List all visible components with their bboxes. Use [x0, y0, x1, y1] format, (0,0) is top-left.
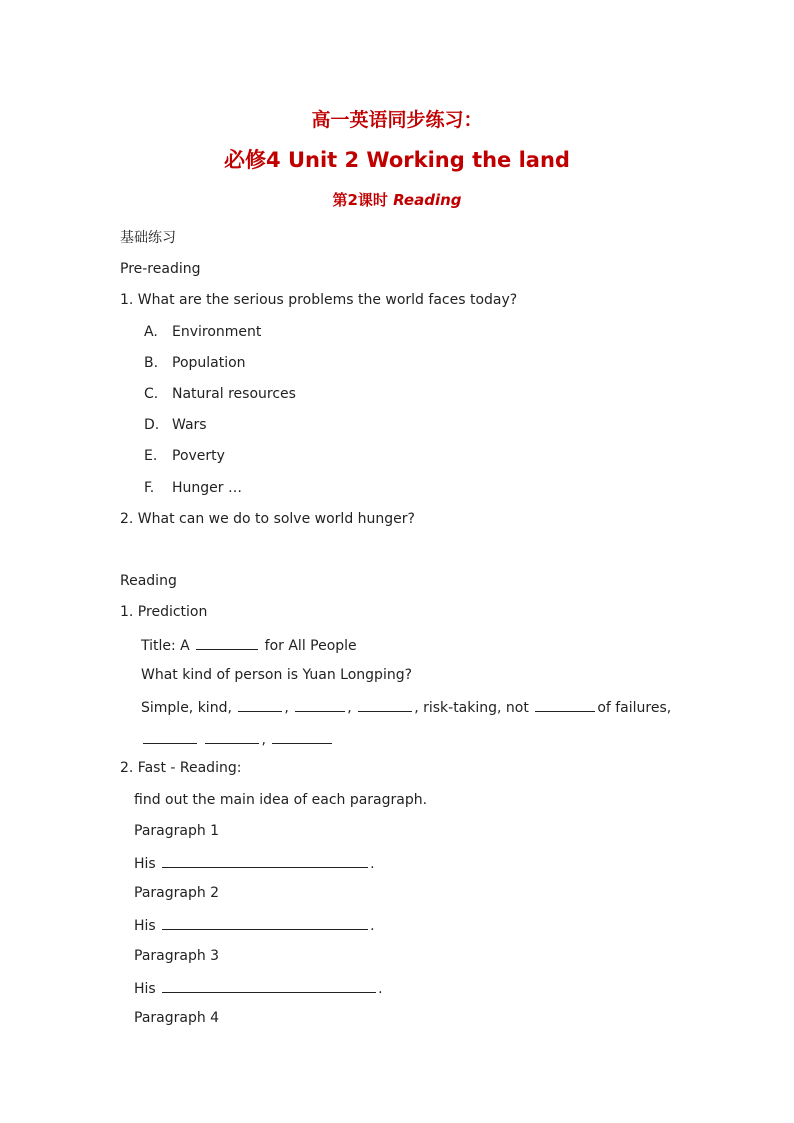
lesson-label: 第2课时 — [332, 191, 388, 209]
title-line-1: 高一英语同步练习： — [311, 109, 483, 131]
option-a: A. Environment — [144, 324, 262, 340]
answer-blank[interactable] — [238, 697, 282, 712]
fast-reading-label: 2. Fast - Reading: — [120, 760, 242, 776]
option-c: C. Natural resources — [144, 386, 296, 402]
answer-blank[interactable] — [162, 978, 376, 993]
option-e: E. Poverty — [144, 448, 225, 464]
fast-reading-instruction: find out the main idea of each paragraph. — [134, 792, 428, 808]
basic-practice-label: 基础练习 — [120, 230, 176, 246]
question-1: 1. What are the serious problems the world faces today? — [120, 292, 518, 308]
option-d: D. Wars — [144, 417, 207, 433]
answer-blank[interactable] — [196, 635, 258, 650]
paragraph-4-label: Paragraph 4 — [134, 1010, 220, 1026]
paragraph-2-label: Paragraph 2 — [134, 885, 220, 901]
paragraph-3-answer: His . — [134, 978, 383, 998]
prediction-label: 1. Prediction — [120, 604, 208, 620]
paragraph-3-label: Paragraph 3 — [134, 948, 220, 964]
answer-blank[interactable] — [295, 697, 345, 712]
traits-line: Simple, kind, , , , risk-taking, not of failures, — [141, 697, 671, 717]
person-question: What kind of person is Yuan Longping? — [141, 667, 413, 683]
answer-blank[interactable] — [162, 853, 368, 868]
answer-blank[interactable] — [205, 729, 259, 744]
reading-label: Reading — [120, 573, 177, 589]
title-line-3 — [0, 190, 794, 210]
answer-blank[interactable] — [358, 697, 412, 712]
prereading-label: Pre-reading — [120, 261, 201, 277]
lesson-topic: Reading — [393, 191, 462, 209]
paragraph-1-label: Paragraph 1 — [134, 823, 220, 839]
answer-blank[interactable] — [535, 697, 595, 712]
answer-blank[interactable] — [272, 729, 332, 744]
question-2: 2. What can we do to solve world hunger? — [120, 511, 415, 527]
title-blank-line: Title: A for All People — [141, 635, 357, 655]
traits-line-2: , — [141, 729, 334, 749]
answer-blank[interactable] — [162, 915, 368, 930]
option-b: B. Population — [144, 355, 246, 371]
paragraph-2-answer: His . — [134, 915, 375, 935]
paragraph-1-answer: His . — [134, 853, 375, 873]
title-line-2: 必修4 Unit 2 Working the land — [224, 148, 570, 172]
option-f: F. Hunger … — [144, 480, 242, 496]
answer-blank[interactable] — [143, 729, 197, 744]
